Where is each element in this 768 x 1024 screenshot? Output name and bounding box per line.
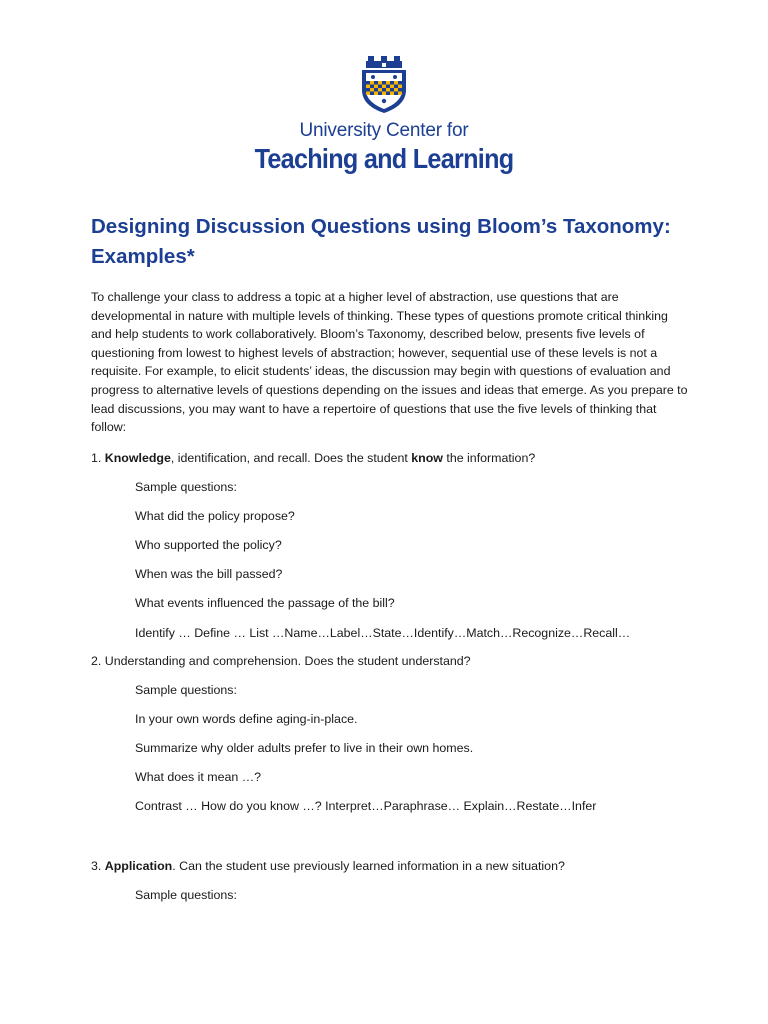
level3-prefix: 3. (91, 859, 105, 873)
logo (0, 54, 768, 174)
level3-sample-label: Sample questions: (135, 888, 237, 902)
level2-sample-label: Sample questions: (135, 683, 237, 697)
university-crest-icon (358, 54, 410, 114)
level1-sample-label: Sample questions: (135, 480, 237, 494)
level2-question: In your own words define aging-in-place. (135, 712, 358, 726)
intro-paragraph: To challenge your class to address a topic at a higher level of abstraction, use questions that are developmental in nature with multiple levels of thinking. These types of questions promote critical thinking and help students to work collaboratively. Bloom’s Taxonomy, described below, presents five levels of questioning from lowest to highest levels of abstraction; however, sequential use of these levels is not a requisite. For example, to elicit students’ ideas, the discussion may begin with questions of evaluation and progress to alternative levels of questions depending on the issues and ideas that emerge. As you prepare to lead discussions, you may want to have a repertoire of questions that use the five levels of thinking that follow: (91, 290, 688, 435)
level1-question: Who supported the policy? (135, 538, 282, 552)
page-title: Designing Discussion Questions using Bloom’s Taxonomy: Examples* (91, 215, 671, 268)
level1-question: When was the bill passed? (135, 567, 283, 581)
level1-heading (91, 450, 535, 466)
level1-question: What did the policy propose? (135, 509, 295, 523)
level3-keyword: Application (104, 859, 173, 873)
org-name-line1: University Center for (299, 120, 469, 141)
level2-question: Summarize why older adults prefer to live in their own homes. (135, 741, 474, 755)
level1-verbs: Identify … Define … List …Name…Label…State…Identify…Match…Recognize…Recall… (135, 626, 631, 640)
org-name-line2: Teaching and Learning (254, 143, 514, 174)
level3-suffix: . Can the student use previously learned information in a new situation? (172, 859, 565, 873)
level1-question: What events influenced the passage of the bill? (135, 596, 395, 610)
level1-emph: know (411, 451, 443, 465)
level2-heading: 2. Understanding and comprehension. Does the student understand? (91, 654, 471, 668)
level1-prefix: 1. (91, 451, 105, 465)
level1-mid: , identification, and recall. Does the student (170, 451, 412, 465)
level1-suffix: the information? (442, 451, 536, 465)
level2-question: What does it mean …? (135, 770, 262, 784)
level1-keyword: Knowledge (104, 451, 171, 465)
level3-heading (91, 858, 565, 874)
level2-verbs: Contrast … How do you know …? Interpret…Paraphrase… Explain…Restate…Infer (135, 799, 597, 813)
